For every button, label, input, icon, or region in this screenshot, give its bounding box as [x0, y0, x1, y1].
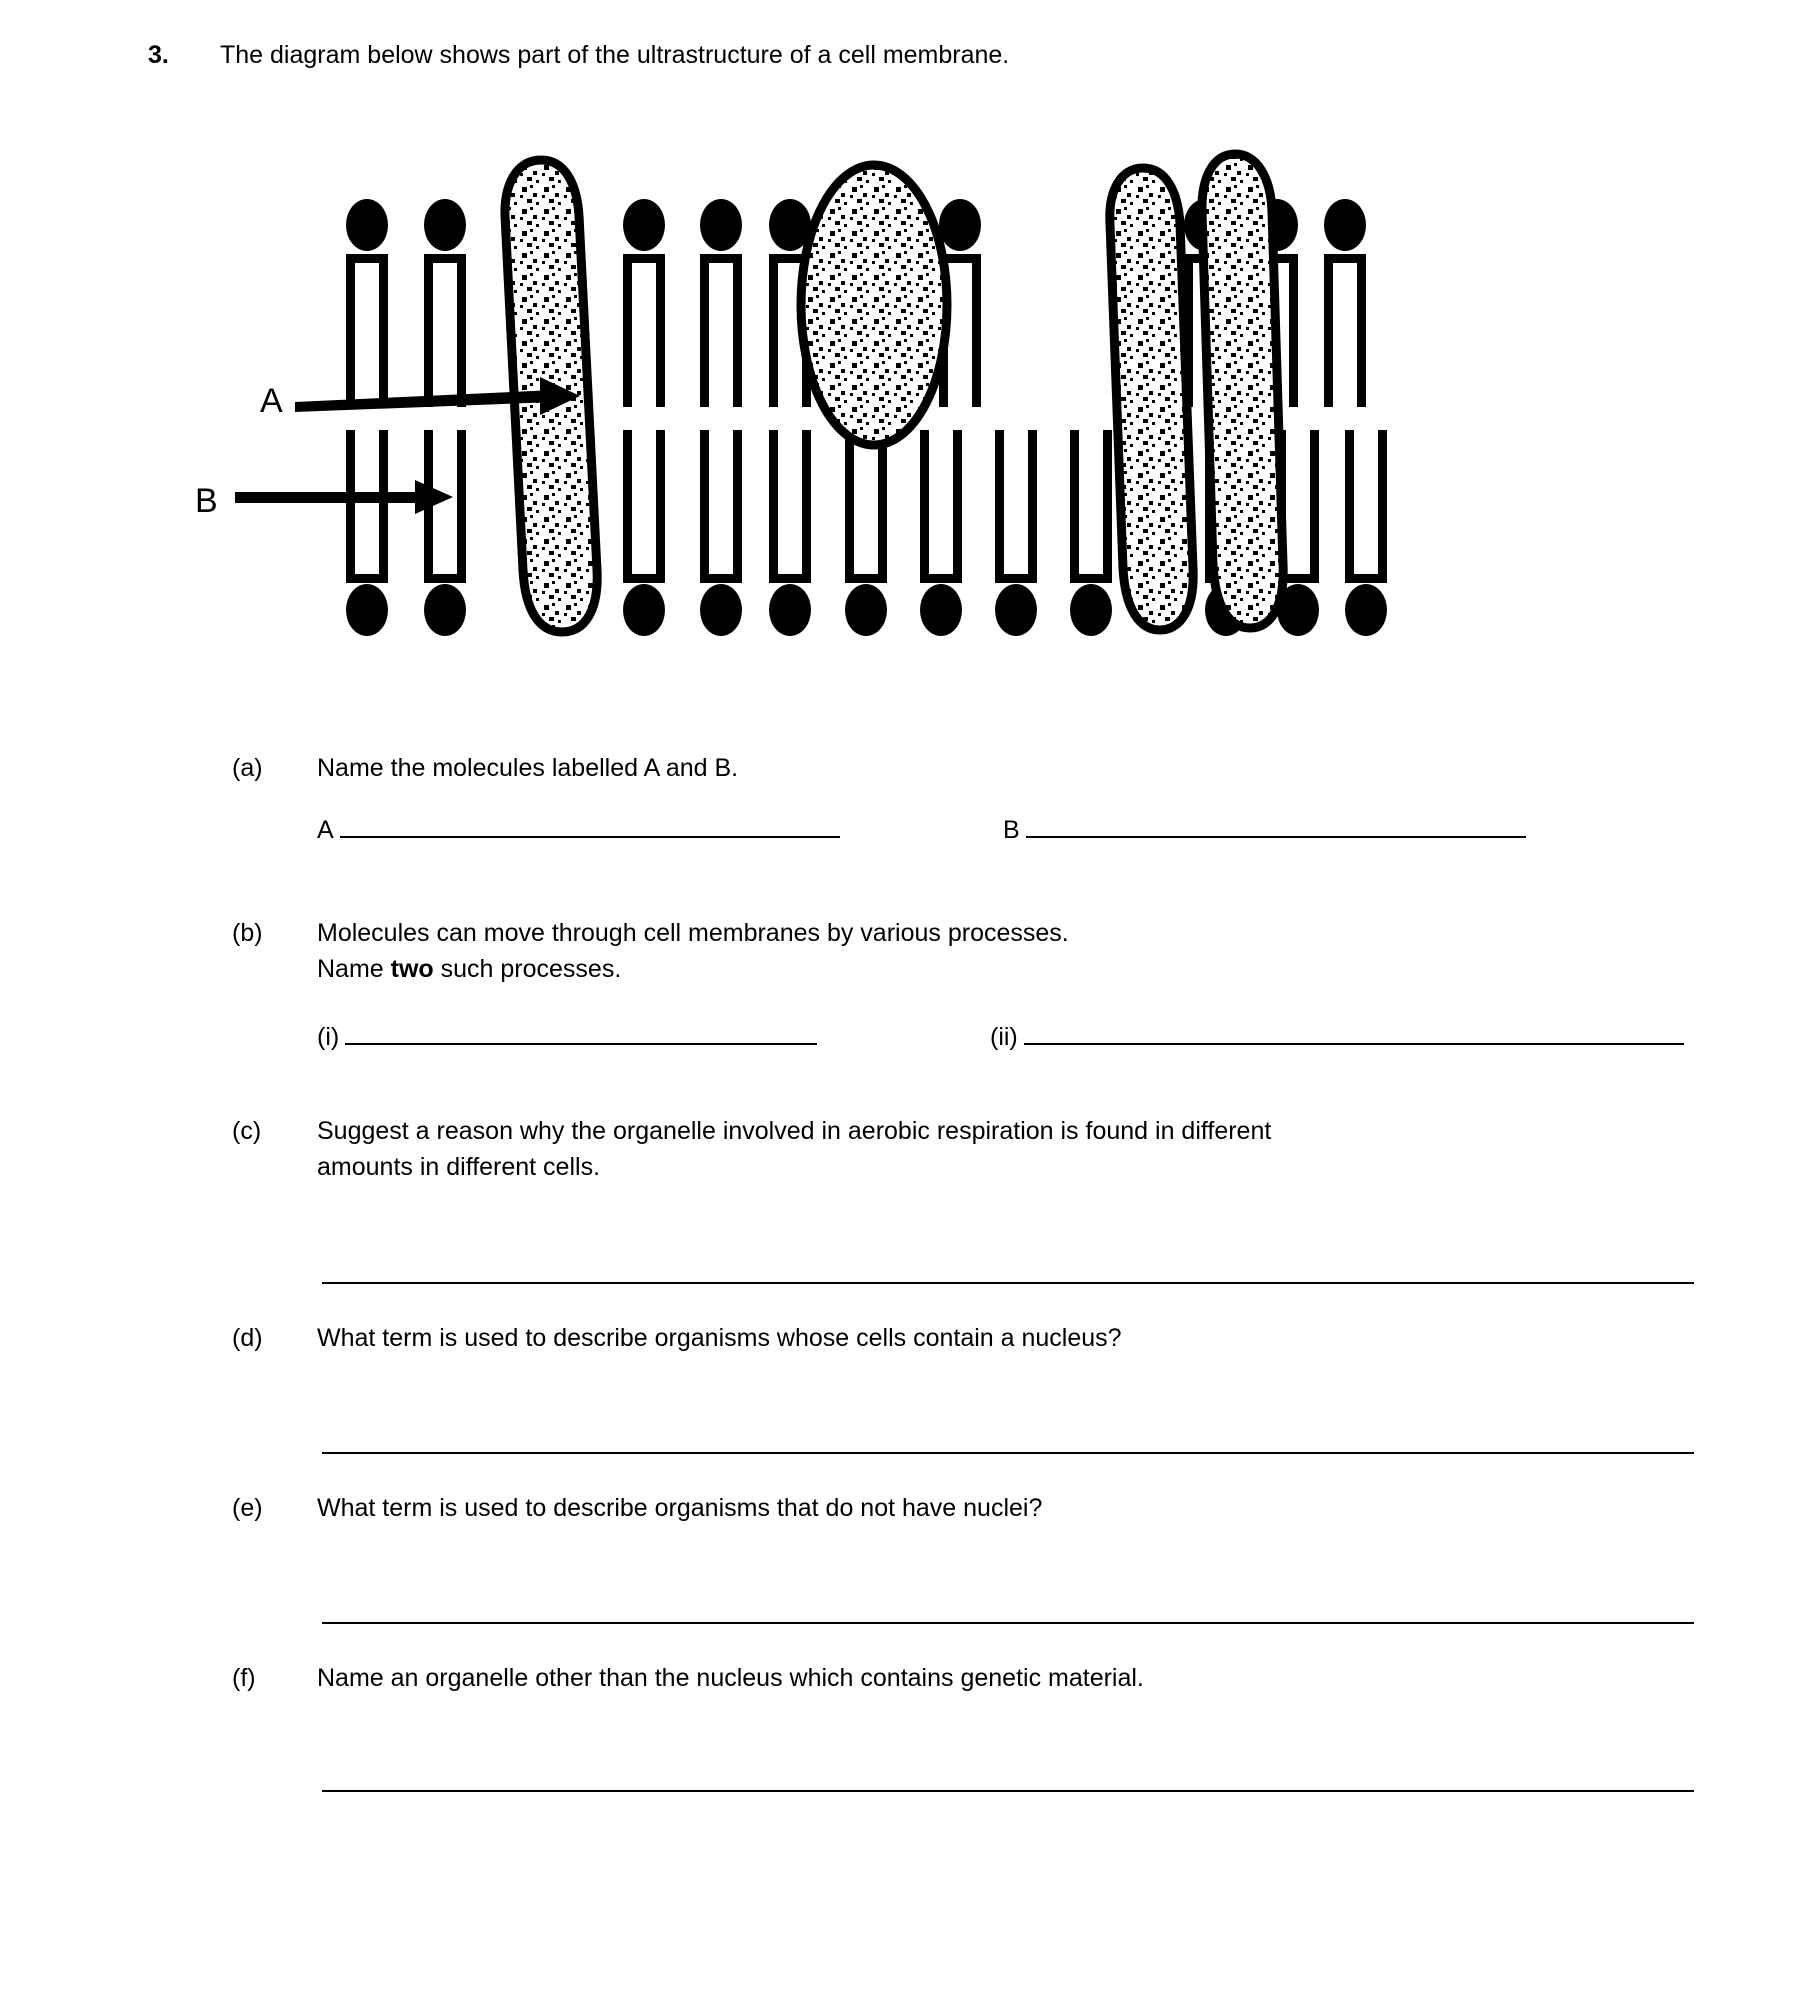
phospholipid — [845, 430, 887, 636]
cell-membrane-diagram — [195, 140, 1555, 640]
answer-row-a2 — [1003, 815, 1526, 845]
phospholipid — [1070, 430, 1112, 636]
phospholipid — [1345, 430, 1387, 636]
answer-row-a1 — [317, 815, 840, 845]
part-b-line2-pre: Name — [317, 955, 391, 983]
part-b-line1: Molecules can move through cell membranes by various processes. — [317, 919, 1069, 947]
question-stem: The diagram below shows part of the ultrastructure of a cell membrane. — [220, 41, 1010, 69]
answer-label-ii: (ii) — [990, 1023, 1018, 1051]
phospholipid — [623, 199, 665, 407]
phospholipid — [424, 430, 466, 636]
diagram-label-b: B — [195, 482, 218, 520]
label-b-pointer — [195, 480, 453, 520]
question-number: 3. — [148, 41, 169, 69]
part-b-line2-bold: two — [390, 955, 434, 983]
part-b — [0, 915, 1069, 987]
phospholipid — [424, 199, 466, 407]
part-e-letter: (e) — [232, 1494, 263, 1522]
phospholipid — [920, 430, 962, 636]
part-b-letter: (b) — [232, 919, 263, 947]
part-e-text: What term is used to describe organisms that do not have nuclei? — [317, 1494, 1043, 1522]
integral-protein-2 — [1110, 168, 1193, 630]
part-d — [0, 1320, 1122, 1356]
answer-row-b2 — [990, 1022, 1684, 1052]
part-b-text — [317, 915, 1069, 987]
answer-line-b[interactable] — [1026, 836, 1526, 838]
phospholipid — [700, 199, 742, 407]
part-a-text: Name the molecules labelled A and B. — [317, 754, 739, 782]
part-a — [0, 750, 738, 786]
part-c-letter: (c) — [232, 1117, 262, 1145]
answer-line-i[interactable] — [345, 1043, 817, 1045]
answer-label-i: (i) — [317, 1023, 340, 1051]
phospholipid — [1324, 199, 1366, 407]
answer-line-e[interactable] — [322, 1622, 1694, 1624]
part-f-letter: (f) — [232, 1664, 256, 1692]
answer-row-b1 — [317, 1022, 817, 1052]
answer-label-b: B — [1003, 816, 1020, 844]
part-c-text — [317, 1113, 1271, 1185]
part-e — [0, 1490, 1042, 1526]
answer-line-d[interactable] — [322, 1452, 1694, 1454]
answer-line-f[interactable] — [322, 1790, 1694, 1792]
globular-protein — [801, 165, 947, 445]
part-c-line2: amounts in different cells. — [317, 1153, 601, 1181]
phospholipid — [769, 430, 811, 636]
part-c — [0, 1113, 1271, 1185]
integral-protein-3 — [1202, 154, 1283, 628]
question-header — [0, 38, 1818, 72]
answer-label-a: A — [317, 816, 334, 844]
phospholipid — [995, 430, 1037, 636]
part-f-text: Name an organelle other than the nucleus which contains genetic material. — [317, 1664, 1144, 1692]
part-f — [0, 1660, 1144, 1696]
part-c-line1: Suggest a reason why the organelle involved in aerobic respiration is found in different — [317, 1117, 1272, 1145]
answer-line-ii[interactable] — [1024, 1043, 1684, 1045]
answer-line-c[interactable] — [322, 1282, 1694, 1284]
phospholipid — [346, 199, 388, 407]
phospholipid — [623, 430, 665, 636]
diagram-label-a: A — [260, 382, 283, 420]
part-b-line2-post: such processes. — [433, 955, 622, 983]
part-d-text: What term is used to describe organisms whose cells contain a nucleus? — [317, 1324, 1122, 1352]
phospholipid — [700, 430, 742, 636]
part-b-line2 — [317, 951, 1069, 987]
part-a-letter: (a) — [232, 754, 263, 782]
phospholipid — [346, 430, 388, 636]
part-d-letter: (d) — [232, 1324, 263, 1352]
answer-line-a[interactable] — [340, 836, 840, 838]
